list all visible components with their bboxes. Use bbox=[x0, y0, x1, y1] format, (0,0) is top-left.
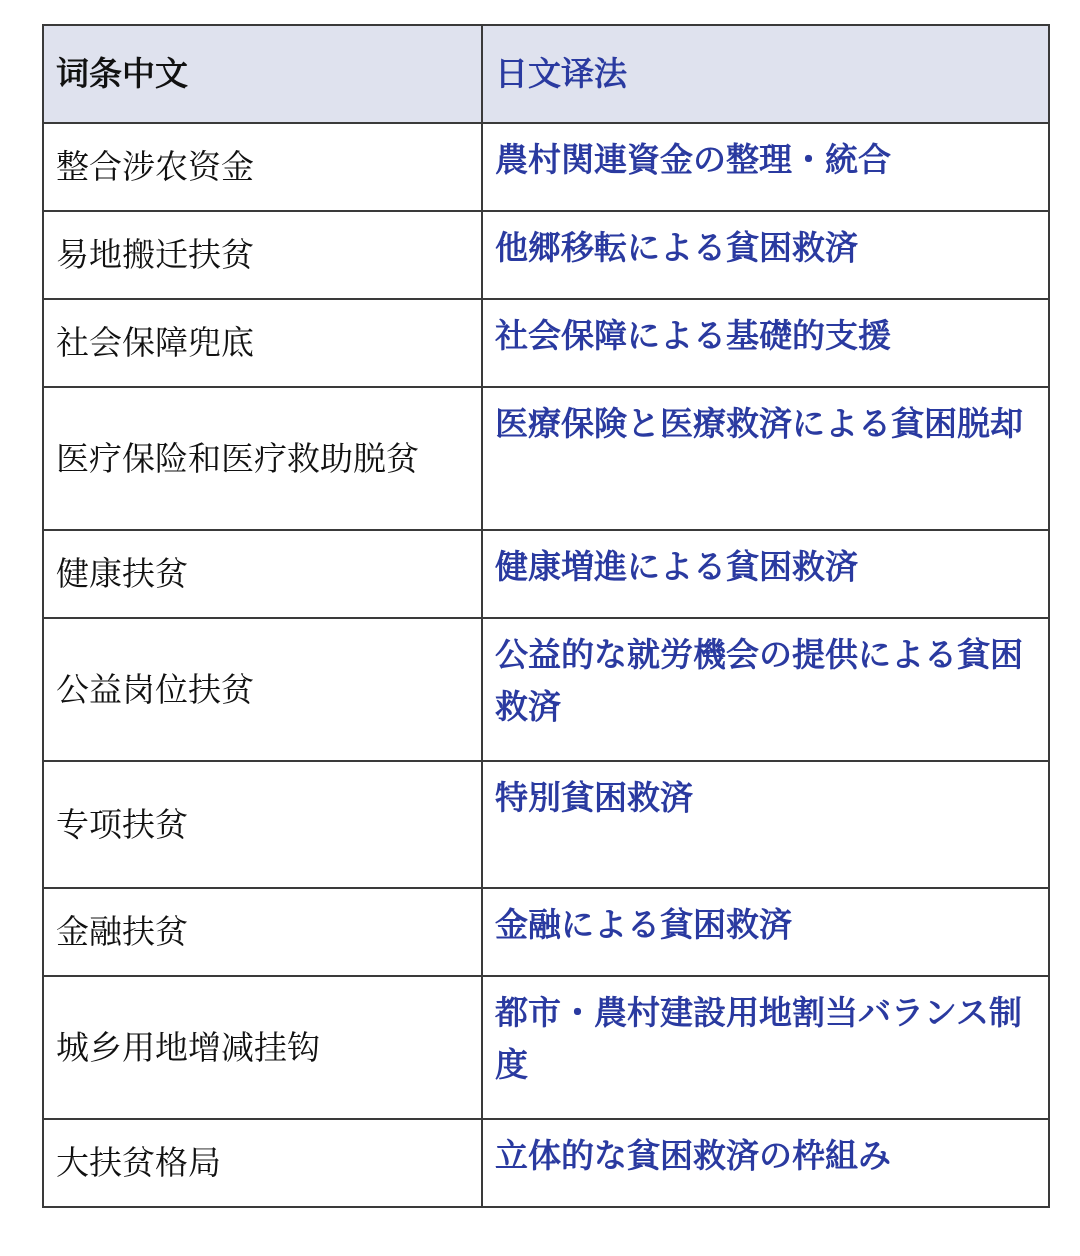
chinese-term-cell: 健康扶贫 bbox=[43, 530, 482, 618]
chinese-term-cell: 医疗保险和医疗救助脱贫 bbox=[43, 387, 482, 530]
japanese-translation-cell: 公益的な就労機会の提供による貧困救済 bbox=[482, 618, 1049, 761]
glossary-table bbox=[42, 24, 1050, 1208]
table-row bbox=[43, 123, 1049, 211]
chinese-term-cell: 公益岗位扶贫 bbox=[43, 618, 482, 761]
japanese-translation-cell: 他郷移転による貧困救済 bbox=[482, 211, 1049, 299]
table-body bbox=[43, 123, 1049, 1207]
header-japanese-translation: 日文译法 bbox=[482, 25, 1049, 123]
table-row bbox=[43, 299, 1049, 387]
table-row bbox=[43, 618, 1049, 761]
table-row bbox=[43, 888, 1049, 976]
japanese-translation-cell: 社会保障による基礎的支援 bbox=[482, 299, 1049, 387]
chinese-term-cell: 城乡用地增减挂钩 bbox=[43, 976, 482, 1119]
japanese-translation-cell: 都市・農村建設用地割当バランス制度 bbox=[482, 976, 1049, 1119]
chinese-term-cell: 专项扶贫 bbox=[43, 761, 482, 888]
table-row bbox=[43, 211, 1049, 299]
table-row bbox=[43, 387, 1049, 530]
japanese-translation-cell: 健康増進による貧困救済 bbox=[482, 530, 1049, 618]
header-chinese-term: 词条中文 bbox=[43, 25, 482, 123]
chinese-term-cell: 易地搬迁扶贫 bbox=[43, 211, 482, 299]
chinese-term-cell: 金融扶贫 bbox=[43, 888, 482, 976]
japanese-translation-cell: 立体的な貧困救済の枠組み bbox=[482, 1119, 1049, 1207]
japanese-translation-cell: 医療保険と医療救済による貧困脱却 bbox=[482, 387, 1049, 530]
japanese-translation-cell: 農村関連資金の整理・統合 bbox=[482, 123, 1049, 211]
japanese-translation-cell: 特別貧困救済 bbox=[482, 761, 1049, 888]
chinese-term-cell: 社会保障兜底 bbox=[43, 299, 482, 387]
table-row bbox=[43, 761, 1049, 888]
table-header bbox=[43, 25, 1049, 123]
table-row bbox=[43, 530, 1049, 618]
chinese-term-cell: 大扶贫格局 bbox=[43, 1119, 482, 1207]
japanese-translation-cell: 金融による貧困救済 bbox=[482, 888, 1049, 976]
header-row bbox=[43, 25, 1049, 123]
table-row bbox=[43, 976, 1049, 1119]
chinese-term-cell: 整合涉农资金 bbox=[43, 123, 482, 211]
table-row bbox=[43, 1119, 1049, 1207]
